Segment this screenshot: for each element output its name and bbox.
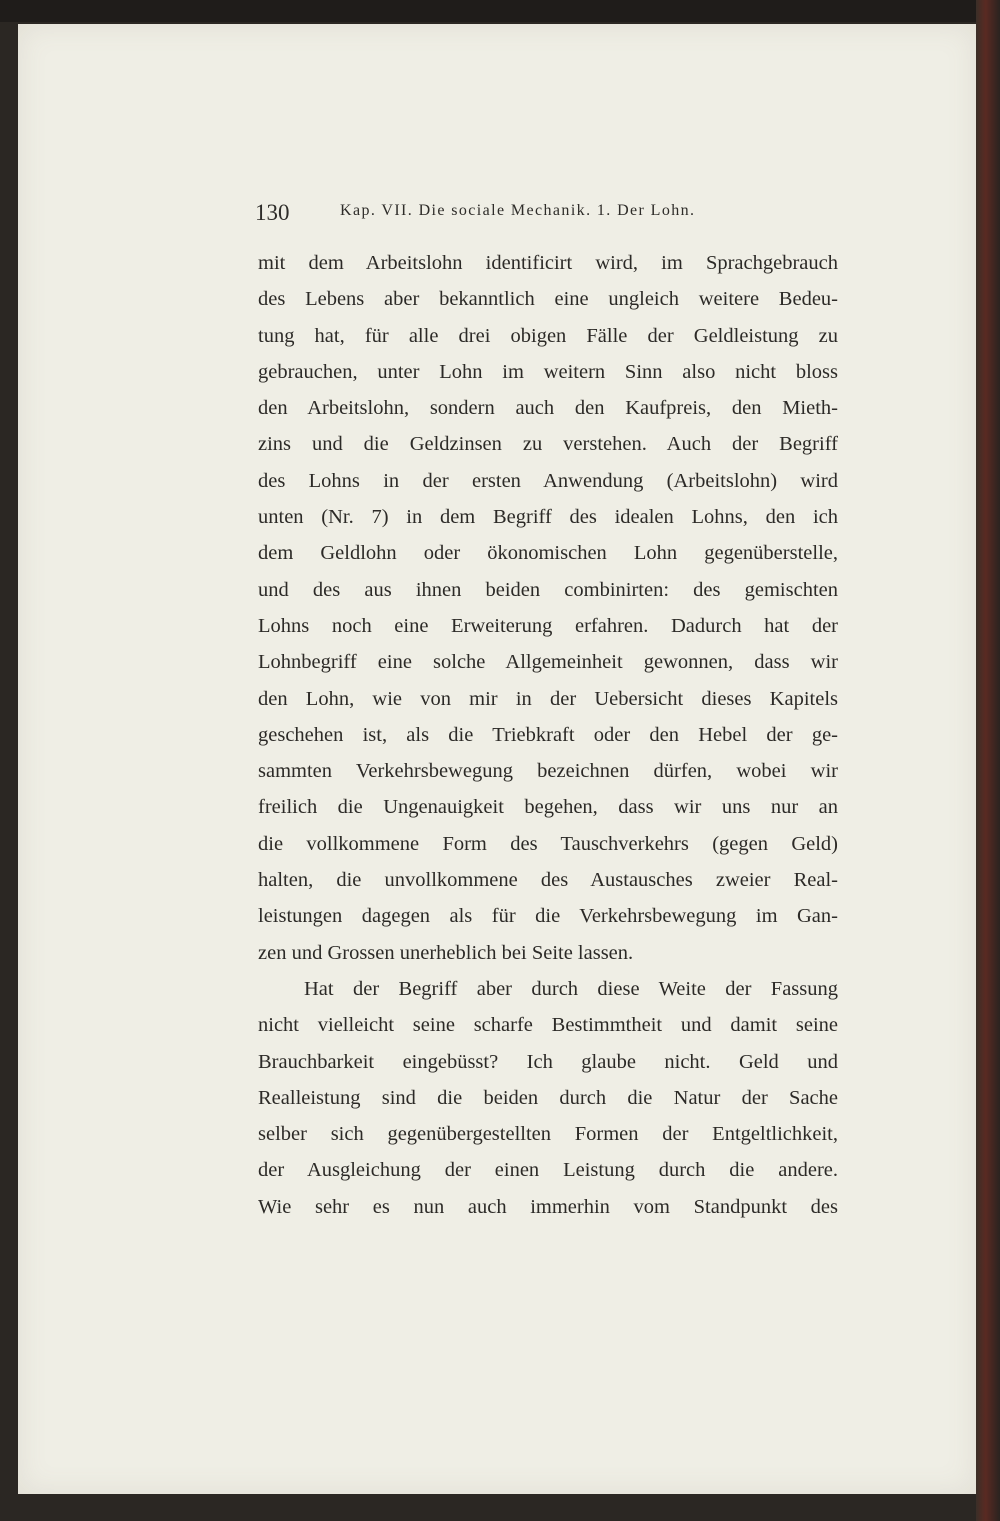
page-number: 130 (255, 200, 290, 225)
paragraph-start-line: Hat der Begriff aber durch diese Weite der Fassung (304, 977, 838, 1000)
text-line: tung hat, für alle drei obigen Fälle der Geldleistung zu (258, 324, 838, 347)
text-line: selber sich gegenübergestellten Formen der Entgeltlichkeit, (258, 1123, 838, 1146)
text-line: Brauchbarkeit eingebüsst? Ich glaube nicht. Geld und (258, 1050, 838, 1073)
text-line: unten (Nr. 7) in dem Begriff des idealen Lohns, den ich (258, 506, 838, 529)
text-line: mit dem Arbeitslohn identificirt wird, im Sprachgebrauch (258, 252, 838, 274)
text-line: und des aus ihnen beiden combinirten: des gemischten (258, 578, 838, 601)
text-line: geschehen ist, als die Triebkraft oder den Hebel der ge- (258, 723, 838, 746)
text-line: freilich die Ungenauigkeit begehen, dass wir uns nur an (258, 796, 838, 819)
running-head: Kap. VII. Die sociale Mechanik. 1. Der Lohn. (340, 202, 696, 219)
text-line: leistungen dagegen als für die Verkehrsbewegung im Gan- (258, 905, 838, 928)
text-line: des Lebens aber bekanntlich eine ungleich weitere Bedeu- (258, 288, 838, 311)
text-line: des Lohns in der ersten Anwendung (Arbeitslohn) wird (258, 469, 838, 492)
page-header (255, 200, 845, 230)
text-line: zins und die Geldzinsen zu verstehen. Auch der Begriff (258, 433, 838, 456)
text-line: Lohnbegriff eine solche Allgemeinheit gewonnen, dass wir (258, 651, 838, 674)
text-line: dem Geldlohn oder ökonomischen Lohn gegenüberstelle, (258, 542, 838, 565)
text-line: nicht vielleicht seine scharfe Bestimmtheit und damit seine (258, 1014, 838, 1037)
text-line: den Lohn, wie von mir in der Uebersicht dieses Kapitels (258, 687, 838, 710)
body-text (258, 245, 838, 1225)
text-line: sammten Verkehrsbewegung bezeichnen dürfen, wobei wir (258, 760, 838, 783)
text-line: den Arbeitslohn, sondern auch den Kaufpreis, den Mieth- (258, 397, 838, 420)
text-line: Lohns noch eine Erweiterung erfahren. Dadurch hat der (258, 614, 838, 637)
text-line: Wie sehr es nun auch immerhin vom Standpunkt des (258, 1195, 838, 1218)
scan-border-right (976, 0, 1000, 1521)
text-line: Realleistung sind die beiden durch die Natur der Sache (258, 1086, 838, 1109)
scan-border-top (0, 0, 1000, 22)
text-line: die vollkommene Form des Tauschverkehrs (gegen Geld) (258, 832, 838, 855)
text-line: der Ausgleichung der einen Leistung durch die andere. (258, 1159, 838, 1182)
text-line: halten, die unvollkommene des Austausches zweier Real- (258, 869, 838, 892)
text-line: gebrauchen, unter Lohn im weitern Sinn also nicht bloss (258, 360, 838, 383)
paragraph-end-line: zen und Grossen unerheblich bei Seite lassen. (258, 941, 634, 964)
